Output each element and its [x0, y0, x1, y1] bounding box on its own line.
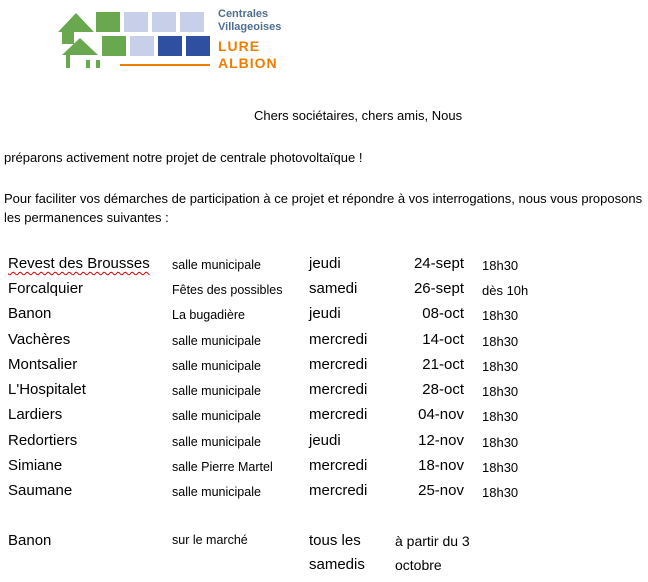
town-cell: Forcalquier — [8, 280, 84, 297]
day-cell: mercredi — [309, 482, 368, 499]
brand-region-line2: ALBION — [218, 55, 278, 71]
table-row — [0, 331, 648, 356]
place-cell: Fêtes des possibles — [172, 283, 283, 297]
date-cell: 12-nov — [418, 432, 464, 449]
day-cell: jeudi — [309, 305, 341, 322]
place-cell: salle municipale — [172, 435, 261, 449]
table-row — [0, 381, 648, 406]
date-cell: 04-nov — [418, 406, 464, 423]
town-cell: Montsalier — [8, 356, 78, 373]
date-cell: 14-oct — [422, 331, 464, 348]
table-row — [0, 482, 648, 507]
town-cell: Simiane — [8, 457, 63, 474]
time-cell: 18h30 — [482, 485, 519, 500]
town-cell: Lardiers — [8, 406, 63, 423]
time-cell: dès 10h — [482, 283, 529, 298]
day-cell: tous les samedis — [309, 532, 365, 573]
town-cell: Banon — [8, 305, 52, 322]
date-cell: 25-nov — [418, 482, 464, 499]
paragraph-line: Pour faciliter vos démarches de participation à ce projet et répondre à vos interrogations, nous vous proposons — [4, 191, 643, 206]
time-cell: 18h30 — [482, 435, 519, 450]
brand-name-line1: Centrales — [218, 8, 269, 20]
table-row — [0, 280, 648, 305]
table-row — [0, 457, 648, 482]
date-cell: 21-oct — [422, 356, 464, 373]
place-cell: salle municipale — [172, 384, 261, 398]
place-cell: salle municipale — [172, 485, 261, 499]
day-cell: mercredi — [309, 457, 368, 474]
place-cell: salle municipale — [172, 359, 261, 373]
day-cell: mercredi — [309, 331, 368, 348]
table-row — [0, 432, 648, 457]
day-cell: mercredi — [309, 356, 368, 373]
day-cell: samedi — [309, 280, 358, 297]
place-cell: La bugadière — [172, 308, 245, 322]
time-cell: 18h30 — [482, 258, 519, 273]
place-cell: salle municipale — [172, 409, 261, 423]
town-cell: L'Hospitalet — [8, 381, 86, 398]
town-cell: Saumane — [8, 482, 73, 499]
intro-line: préparons activement notre projet de centrale photovoltaïque ! — [4, 150, 363, 165]
time-cell: 18h30 — [482, 308, 519, 323]
day-cell: mercredi — [309, 381, 368, 398]
town-cell: Redortiers — [8, 432, 78, 449]
time-cell: 18h30 — [482, 409, 519, 424]
day-cell: mercredi — [309, 406, 368, 423]
date-cell: 26-sept — [413, 280, 464, 297]
date-cell: 08-oct — [422, 305, 464, 322]
place-cell: salle municipale — [172, 334, 261, 348]
brand-name-line2: Villageoises — [218, 21, 282, 33]
date-cell: 18-nov — [418, 457, 464, 474]
brand-region-line1: LURE — [218, 38, 261, 54]
day-cell: jeudi — [309, 255, 341, 272]
day-cell: jeudi — [309, 432, 341, 449]
table-row — [0, 255, 648, 280]
place-cell: sur le marché — [172, 533, 248, 547]
town-cell: Banon — [8, 532, 52, 549]
house-icon — [58, 13, 100, 68]
date-cell: 28-oct — [422, 381, 464, 398]
time-cell: 18h30 — [482, 460, 519, 475]
town-cell: Vachères — [8, 331, 71, 348]
table-row — [0, 305, 648, 330]
paragraph-line: les permanences suivantes : — [4, 210, 169, 225]
table-row — [0, 356, 648, 381]
table-row — [0, 406, 648, 431]
date-cell: à partir du 3 octobre — [395, 533, 470, 573]
town-cell: Revest des Brousses — [8, 255, 150, 272]
place-cell: salle municipale — [172, 258, 261, 272]
time-cell: 18h30 — [482, 384, 519, 399]
time-cell: 18h30 — [482, 359, 519, 374]
date-cell: 24-sept — [413, 255, 464, 272]
greeting: Chers sociétaires, chers amis, Nous — [254, 108, 463, 123]
time-cell: 18h30 — [482, 334, 519, 349]
place-cell: salle Pierre Martel — [172, 460, 273, 474]
